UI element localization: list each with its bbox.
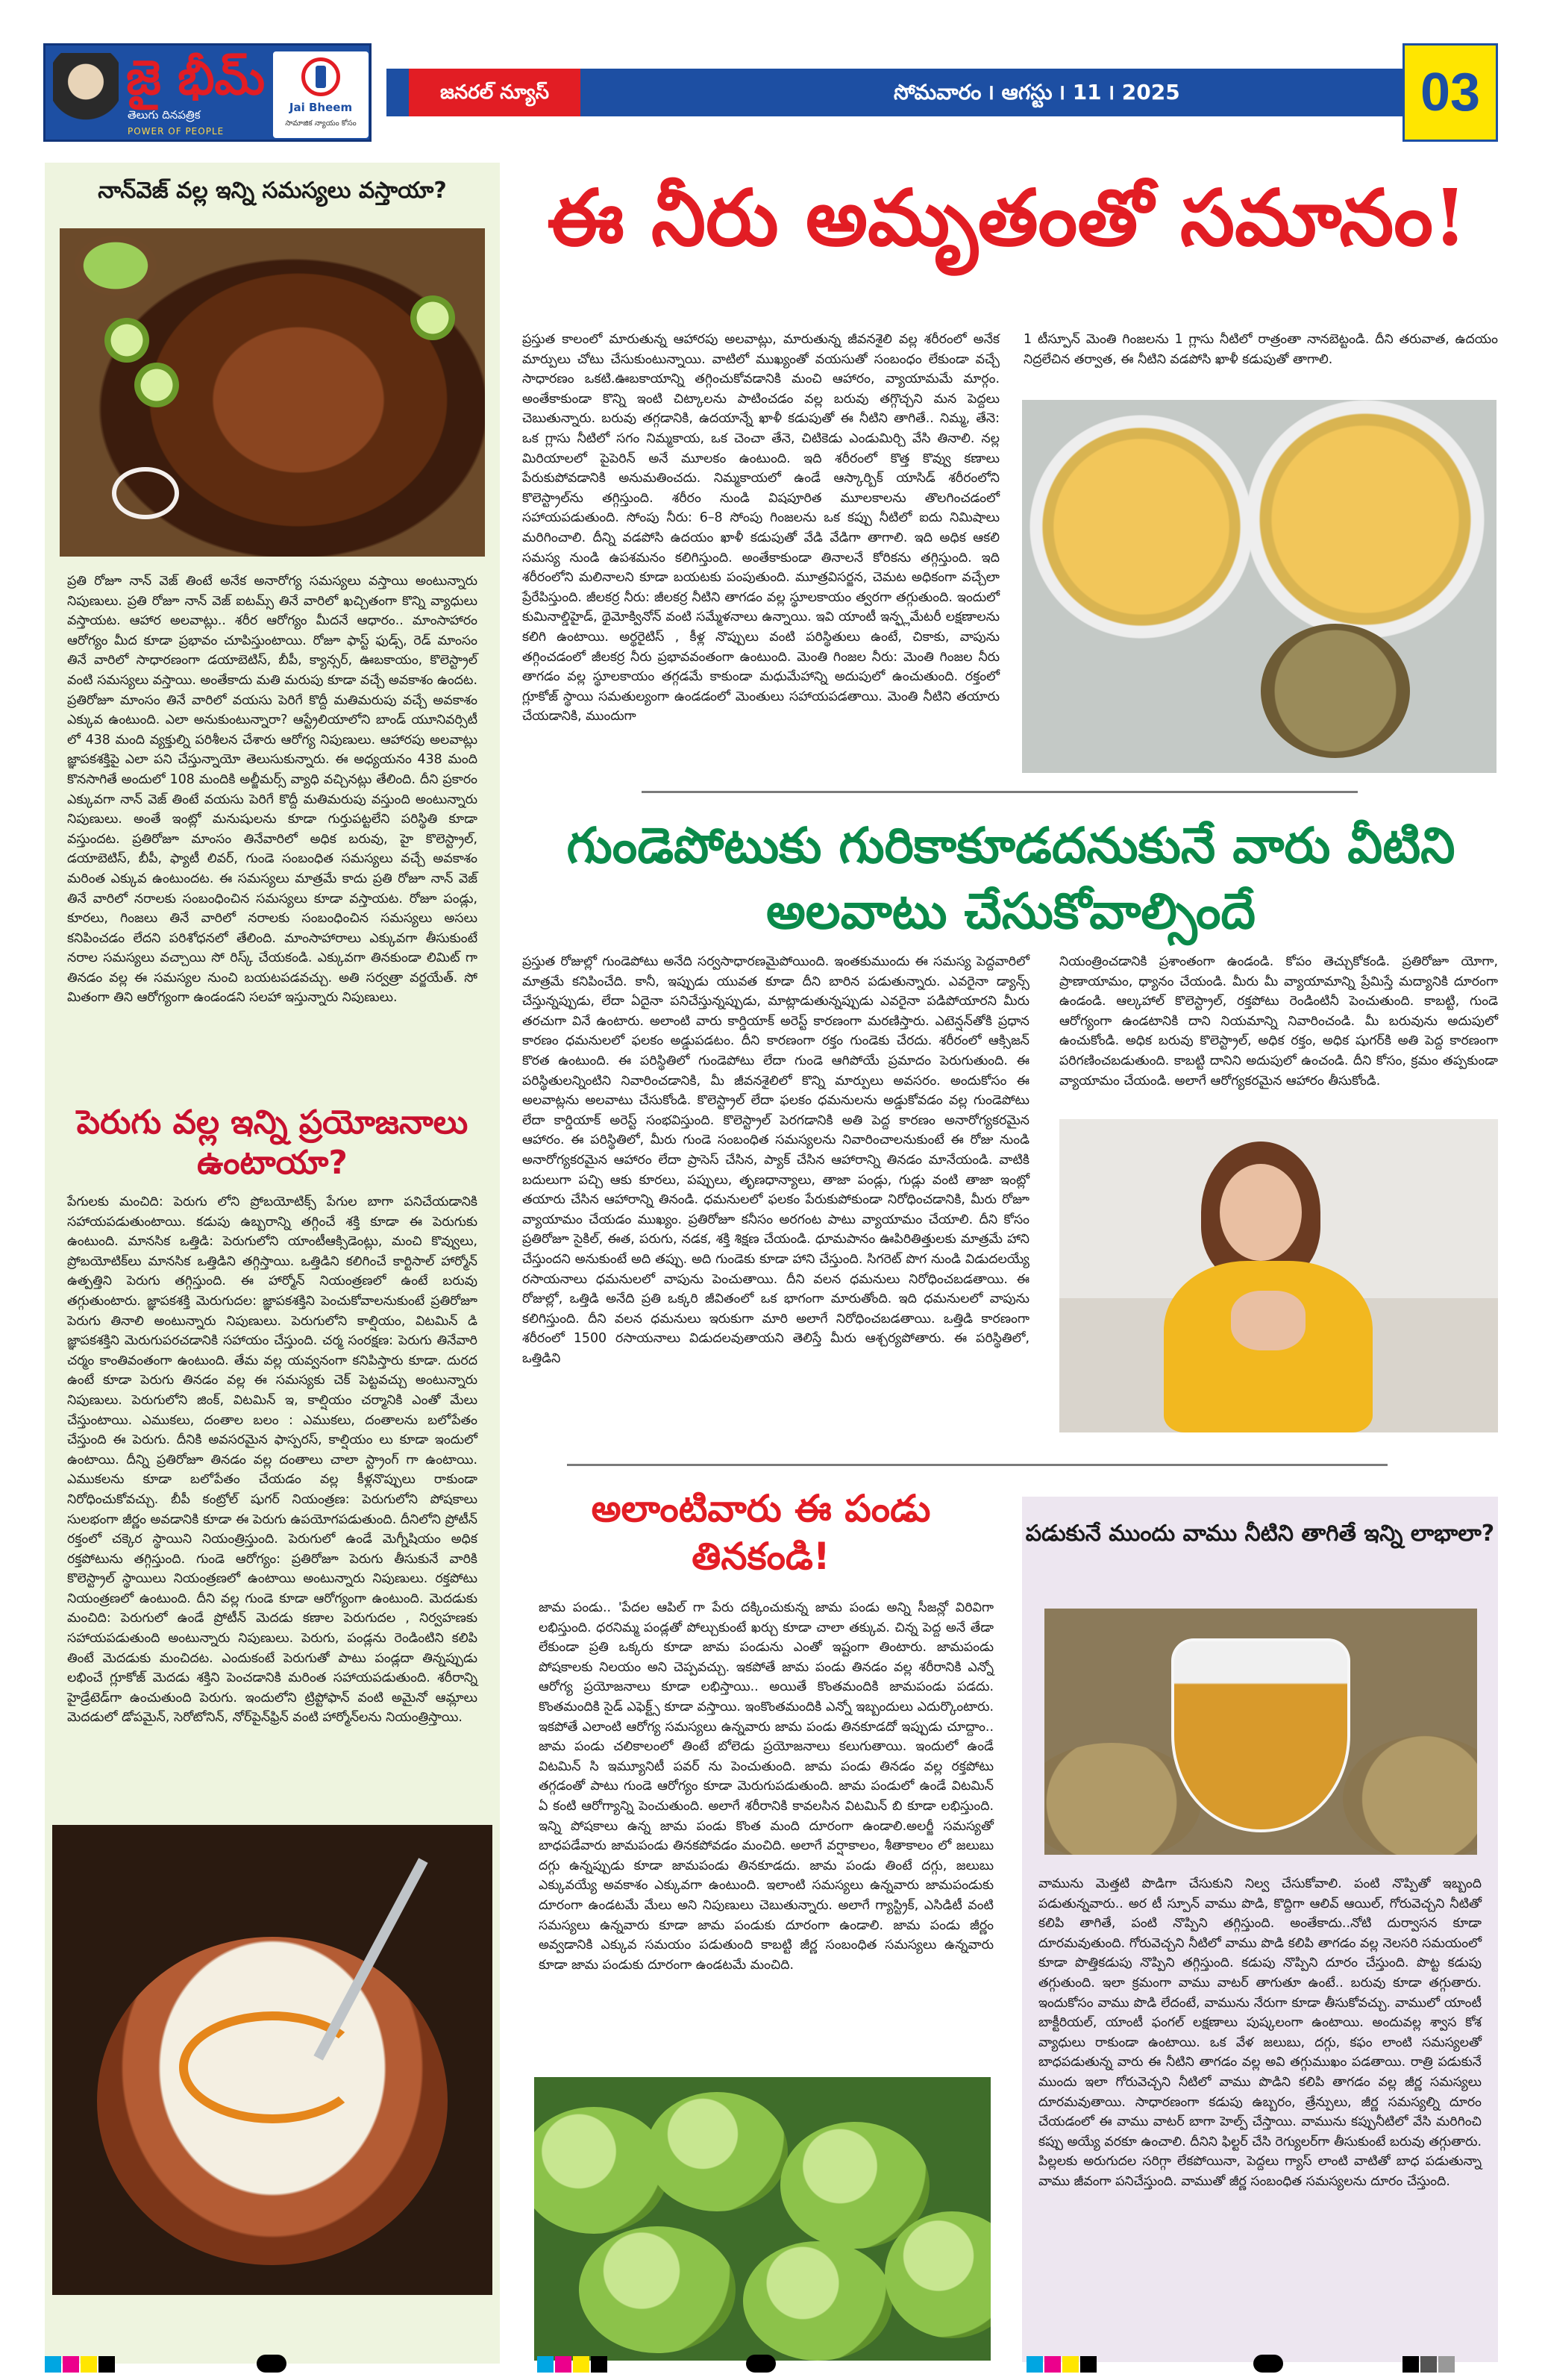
- divider: [642, 791, 1358, 793]
- nonveg-headline[interactable]: నాన్‌వెజ్ వల్ల ఇన్ని సమస్యలు వస్తాయా?: [98, 178, 447, 204]
- logo-subtitle: తెలుగు దినపత్రిక: [128, 108, 201, 122]
- guava-body: జామ పండు.. 'పేదల ఆపిల్ గా పేరు దక్కించుకున్న జామ పండు అన్ని సీజన్లో విరివిగా లభిస్తుంది. ధరనిమ్మ పండ్లతో పోల్చుకుంటే ఖర్చు కూడా చాలా తక్కువ. చిన్న పెద్ద అనే తేడా లేకుండా ప్రతి ఒక్కరు కూడా జామ పండును ఎంతో ఇష్టంగా తింటారు. జామపండు పోషకాలకు నిలయం అని చెప్పవచ్చు. ఇకపోతే జామ పండు తినడం వల్ల శరీరానికి ఎన్నో ఆరోగ్య ప్రయోజనాలు కూడా లభిస్తాయి.. అయితే కొంతమందికి జామపండు పడదు. కొంతమందికి సైడ్ ఎఫెక్ట్స్ కూడా వస్తాయి. ఇంకొంతమందికి ఎన్నో ఇబ్బందులు ఎదుర్కొంటారు. ఇకపోతే ఎలాంటి ఆరోగ్య సమస్యలు ఉన్నవారు జామ పండు తినకూడదో ఇప్పుడు చూద్దాం.. జామ పండు చలికాలంలో తింటే బోలెడు ప్రయోజనాలు కలుగుతాయి. ఇందులో ఉండే విటమిన్ సి ఇమ్యూనిటీ పవర్ ను పెంచుతుంది. జామ పండు తినడం వల్ల రక్తపోటు తగ్గడంతో పాటు గుండె ఆరోగ్యం కూడా మెరుగుపడుతుంది. జామ పండులో ఉండే విటమిన్ ఏ కంటి ఆరోగ్యాన్ని పెంచుతుంది. అలాగే శరీరానికి కావలసిన విటమిన్ బి కూడా లభిస్తుంది. ఇన్ని పోషకాలు ఉన్న జామ పండు కొంత మంది దూరంగా ఉండాలి.అలర్జీ సమస్యతో బాధపడేవారు జామపండు తినకపోవడం మంచిది. అలాగే వర్షాకాలం, శీతాకాలం లో జలుబు దగ్గు ఉన్నప్పుడు కూడా జామపండు తినకూడదు. జామ పండు తింటే దగ్గు, జలుబు ఎక్కువయ్యే అవకాశం ఎక్కువగా ఉంటుంది. ఇలాంటి సమస్యలు ఉన్నవారు జామపండుకు దూరంగా ఉండటమే మేలు అని నిపుణులు చెబుతున్నారు. అలాగే గ్యాస్ట్రిక్, ఎసిడిటీ వంటి సమస్యలు ఉన్నవారు కూడా జామ పండుకు దూరంగా ఉండాలి. జామ పండు జీర్ణం అవ్వడానికి ఎక్కువ సమయం పడుతుంది కాబట్టి జీర్ణ సంబంధిత సమస్యలు ఉన్నవారు కూడా జామ పండుకు దూరంగా ఉండటమే మంచిది.: [539, 1600, 994, 1973]
- cucumber-slice-icon: [104, 318, 149, 363]
- date-line: సోమవారం ౹ ఆగస్టు ౹ 11 ౹ 2025: [894, 80, 1180, 104]
- logo[interactable]: [43, 43, 372, 142]
- masthead: [43, 43, 1498, 142]
- print-mark: [1253, 2355, 1283, 2373]
- ajwain-seeds-icon: [1343, 1735, 1477, 1855]
- ajwain-water-photo: [1044, 1609, 1477, 1855]
- print-registration-marks: [1402, 2356, 1456, 2373]
- divider: [567, 1464, 1388, 1466]
- jai-bheem-mark-icon: [273, 51, 369, 138]
- print-registration-marks: [45, 2356, 116, 2373]
- print-mark: [746, 2355, 776, 2373]
- print-registration-marks: [1027, 2356, 1098, 2373]
- onion-ring-icon: [112, 467, 179, 519]
- ajwain-headline[interactable]: పడుకునే ముందు వాము నీటిని తాగితే ఇన్ని లాభాలా?: [1025, 1521, 1495, 1547]
- curd-pot-photo: [52, 1825, 492, 2295]
- lime-icon: [410, 295, 455, 340]
- logo-tagline: POWER OF PEOPLE: [128, 126, 225, 137]
- curd-body: పేగులకు మంచిది: పెరుగు లోని ప్రోబయోటిక్స్ పేగుల బాగా పనిచేయడానికి సహాయపడుతుంటాయి. కడుపు ఉబ్బరాన్ని తగ్గించే శక్తి కూడా ఈ పెరుగుకు ఉంటుంది. మానసిక ఒత్తిడి: పెరుగులోని యాంటీఆక్సిడెంట్లు, మంచి కొవ్వులు, ప్రోబయోటిక్‌లు మానసిక ఒత్తిడిని తగ్గిస్తాయి. ఒత్తిడిని కలిగించే కార్టిసాల్ హార్మోన్ ఉత్పత్తిని పెరుగు తగ్గిస్తుంది. ఈ హార్మోన్ నియంత్రణలో ఉంటే బరువు తగ్గుతుంటారు. జ్ఞాపకశక్తి మెరుగుదల: జ్ఞాపకశక్తిని పెంచుకోవాలనుకుంటే ప్రతిరోజూ పెరుగు తినాలి అంటున్నారు నిపుణులు. పెరుగులోని కాల్షియం, విటమిన్ డి జ్ఞాపకశక్తిని మెరుగుపరచడానికి సహాయం చేస్తుంది. చర్మ సంరక్షణ: పెరుగు తినేవారి చర్మం కాంతివంతంగా ఉంటుంది. తేమ వల్ల యవ్వనంగా కనిపిస్తారు కూడా. దురద ఉంటే కూడా పెరుగు తినడం వల్ల ఈ సమస్యకు చెక్ పెట్టవచ్చు అంటున్నారు నిపుణులు. పెరుగులోని జింక్, విటమిన్ ఇ, కాల్షియం చర్మానికి ఎంతో మేలు చేస్తుంటాయి. ఎముకలు, దంతాల బలం : ఎముకలు, దంతాలను బలోపేతం చేస్తుంది ఈ పెరుగు. దీనికి అవసరమైన ఫాస్పరస్, కాల్షియం లు కూడా ఇందులో ఉంటాయి. దీన్ని ప్రతిరోజూ తినడం వల్ల దంతాలు చాలా స్ట్రాంగ్ గా ఉంటాయి. ఎముకలను కూడా బలోపేతం చేయడం వల్ల కీళ్లనొప్పులు రాకుండా నిరోధించుకోవచ్చు. బీపీ కంట్రోల్ షుగర్ నియంత్రణ: పెరుగులోని పోషకాలు సులభంగా జీర్ణం అవడానికి కూడా ఈ పెరుగు ఉపయోగపడుతుంది. దీనిలోని ప్రోటీన్ రక్తంలో చక్కెర స్థాయిని నియంత్రిస్తుంది. పెరుగులో ఉండే మెగ్నీషియం అధిక రక్తపోటును తగ్గిస్తుంది. గుండె ఆరోగ్యం: ప్రతిరోజూ పెరుగు తీసుకునే వారికి కొలెస్ట్రాల్ స్థాయిలు నియంత్రణలో ఉంటాయి అంటున్నారు నిపుణులు. రక్తపోటు నియంత్రణలో ఉంటుంది. దీని వల్ల గుండె కూడా ఆరోగ్యంగా ఉంటుంది. మెదడుకు మంచిది: పెరుగులో ఉండే ప్రోటీన్ మెదడు కణాల పెరుగుదల , నిర్వహణకు సహాయపడుతుంది అంటున్నారు నిపుణులు. పెరుగు, పండ్లను రెండింటిని కలిపి తింటే మెదడుకు మంచిదట. ఎందుకంటే పెరుగుతో పాటు పండ్లదా తిన్నప్పుడు లభించే గ్లూకోజ్ మెదడు శక్తిని పెంచడానికి మరింత సహాయపడుతుంది. శరీరాన్ని హైడ్రేటెడ్‌గా ఉంచుతుంది పెరుగు. ఇందులోని ట్రిప్టోఫాన్ వంటి అమైనో ఆమ్లాలు మెదడులో డోపమైన్, సెరోటోనిన్, నోర్‌పైన్‌ఫ్రిన్ వంటి హార్మోన్‌లను నియంత్రిస్తాయి.: [67, 1194, 477, 1726]
- heart-body-col1: ప్రస్తుత రోజుల్లో గుండెపోటు అనేది సర్వసాధారణమైపోయింది. ఇంతకుముందు ఈ సమస్య పెద్దవారిలో మాత్రమే కనిపించేది. కానీ, ఇప్పుడు యువత కూడా దీని బారిన పడుతున్నారు. ఎవరైనా డ్యాన్స్ చేస్తున్నప్పుడు, లేదా ఏదైనా పనిచేస్తున్నప్పుడు, మాట్లాడుతున్నప్పుడు ఎవరైనా పడిపోయారని మీరు తరచుగా వినే ఉంటారు. అలాంటి వారు కార్డియాక్ అరెస్ట్ కారణంగా మరణిస్తారు. ఎటెన్షన్‌తోకి ప్రధాన కారణం ధమనులలో ఫలకం అడ్డుపడటం. దీని కారణంగా రక్తం గుండెకు చేరదు. శరీరంలో ఆక్సిజన్ కొరత ఉంటుంది. ఈ పరిస్థితిలో గుండెపోటు లేదా గుండె ఆగిపోయే ప్రమాదం పెరుగుతుంది. ఈ పరిస్థితులన్నింటిని నివారించడానికి, మీ జీవనశైలిలో కొన్ని మార్పులు అవసరం. అందుకోసం ఈ అలవాట్లను అలవాటు చేసుకోండి. కొలెస్ట్రాల్ లేదా ఫలకం ధమనులను అడ్డుకోవడం వల్ల గుండెపోటు లేదా కార్డియాక్ అరెస్ట్ సంభవిస్తుంది. కొలెస్ట్రాల్ పెరగడానికి అతి పెద్ద కారణం అనారోగ్యకరమైన ఆహారం. ఈ పరిస్థితిలో, మీరు గుండె సంబంధిత సమస్యలను నివారించాలనుకుంటే ఈ రోజు నుండి అనారోగ్యకరమైన ఆహారం లేదా ప్రాసెస్ చేసిన, ప్యాక్ చేసిన ఆహారాన్ని తినడం మానేయండి. వాటికి బదులుగా పచ్చి ఆకు కూరలు, పప్పులు, తృణధాన్యాలు, తాజా పండ్లు, గుడ్లు వంటి తాజా ఇంట్లో తయారు చేసిన ఆహారాన్ని తినండి. ధమనులలో ఫలకం పేరుకుపోకుండా నిరోధించడానికి, మీరు రోజూ వ్యాయామం చేయడం ముఖ్యం. ప్రతిరోజూ కనీసం అరగంట పాటు వ్యాయామం చేయాలి. దీని కోసం ప్రతిరోజూ సైకిల్, ఈత, పరుగు, నడక, శక్తి శిక్షణ చేయండి. ధూమపానం ఊపిరితిత్తులకు మాత్రమే హాని చేస్తుందని అనుకుంటే అది తప్పు. అది గుండెకు కూడా హాని చేస్తుంది. సిగరెట్ పొగ నుండి విడుదలయ్యే రసాయనాలు ధమనులలో వాపును పెంచుతాయి. దీని వలన ధమనులు నిరోధించబడతాయి. ఈ రోజుల్లో, ఒత్తిడి అనేది ప్రతి ఒక్కరి జీవితంలో ఒక భాగంగా మారుతోంది. ఇది ధమనులలో వాపును కలిగిస్తుంది. దీని వలన ధమనులు ఇరుకుగా మారి అలాగే నిరోధించబడతాయి. ఒత్తిడి కారణంగా శరీరంలో 1500 రసాయనాలు విడుదలవుతాయని తెలిస్తే మీరు ఆశ్చర్యపోతారు. ఈ పరిస్థితిలో, ఒత్తిడిని: [522, 954, 1029, 1366]
- page-number: 03: [1402, 43, 1498, 142]
- print-registration-marks: [537, 2356, 609, 2373]
- logo-title: జై భీమ్: [126, 50, 266, 106]
- glass-icon: [1171, 1638, 1350, 1832]
- cucumber-slice-icon: [134, 363, 179, 407]
- guava-headline[interactable]: అలాంటివారు ఈ పండు తినకండి!: [591, 1487, 931, 1578]
- ajwain-body: వామును మెత్తటి పొడిగా చేసుకుని నిల్వ చేసుకోవాలి. పంటి నొప్పితో ఇబ్బంది పడుతున్నవారు.. అర టీ స్పూన్ వాము పొడి, కొద్దిగా ఆలివ్ ఆయిల్, గోరువెచ్చని నీటితో కలిపి తాగితే, పంటి నొప్పిని తగ్గిస్తుంది. అంతేకాదు..నోటి దుర్వాసన కూడా దూరమవుతుంది. గోరువెచ్చని నీటిలో వాము పొడి కలిపి తాగడం వల్ల నెలసరి సమయంలో కూడా పొత్తికడుపు నొప్పిని తగ్గిస్తుంది. కడుపు నొప్పిని దూరం చేస్తుంది. పొట్ట కడుపు తగ్గుతుంది. ఇలా క్రమంగా వాము వాటర్ తాగుతూ ఉంటే.. బరువు కూడా తగ్గుతారు. ఇందుకోసం వాము పొడి లేదంటే, వామును నేరుగా కూడా తీసుకోవచ్చు. వాములో యాంటీ బాక్టీరియల్, యాంటీ ఫంగల్ లక్షణాలు పుష్కలంగా ఉంటాయి. అందువల్ల శ్వాస కోశ వ్యాధులు రాకుండా ఉంటాయి. ఒక వేళ జలుబు, దగ్గు, కఫం లాంటి సమస్యలతో బాధపడుతున్న వారు ఈ నీటిని తాగడం వల్ల అవి తగ్గుముఖం పడతాయి. రాత్రి పడుకునే ముందు ఇలా గోరువెచ్చని నీటిలో వాము పొడిని కలిపి తాగడం వల్ల జీర్ణ సమస్యలు దూరమవుతాయి. సాధారణంగా కడుపు ఉబ్బరం, త్రేన్పులు, జీర్ణ సమస్యల్ని దూరం చేయడంలో ఈ వాము వాటర్ బాగా హెల్ప్ చేస్తాయి. వామును కప్పునీటిలో వేసి మరిగించి కప్పు అయ్యే వరకూ ఉంచాలి. దీనిని ఫిల్టర్ చేసి రెగ్యులర్‌గా తీసుకుంటే బరువు తగ్గుతారు. పిల్లలకు అరుగుదల సరిగ్గా లేకపోయినా, పెద్దలు గ్యాస్ లాంటి వాటితో బాధ పడుతున్నా వాము జీవంగా పనిచేస్తుంది. వాముతో జీర్ణ సంబంధిత సమస్యలను దూరం చేస్తుంది.: [1038, 1876, 1482, 2189]
- ambedkar-portrait-icon: [53, 53, 119, 135]
- curd-headline[interactable]: పెరుగు వల్ల ఇన్ని ప్రయోజనాలు ఉంటాయా?: [76, 1103, 468, 1182]
- chest-pain-photo: [1059, 1119, 1498, 1432]
- guava-fruit-icon: [646, 2092, 788, 2211]
- tea-pot-icon: [1246, 400, 1485, 639]
- nonveg-body: ప్రతి రోజూ నాన్ వెజ్ తింటే అనేక అనారోగ్య సమస్యలు వస్తాయి అంటున్నారు నిపుణులు. ప్రతి రోజూ నాన్ వెజ్ ఐటమ్స్ తినే వారిలో ఖచ్చితంగా కొన్ని వ్యాధులు వస్తాయట. ఆహార అలవాట్లు.. శరీర ఆరోగ్యం మీదనే ఆధారం.. మాంసాహారం ఆరోగ్యం మీద కూడా ప్రభావం చూపిస్తుంటాయి. రోజూ ఫాస్ట్ ఫుడ్స్, రెడ్ మాంసం తినే వారిలో సాధారణంగా డయాబెటిస్, బీపీ, క్యాన్సర్, ఊబకాయం, కొలెస్ట్రాల్ వంటి సమస్యలు వస్తాయి. అంతేకాదు మతి మరుపు కూడా వచ్చే అవకాశం ఉందట. ప్రతిరోజూ మాంసం తినే వారిలో వయసు పెరిగే కొద్దీ మతిమరుపు వచ్చే అవకాశం ఎక్కువ ఉంటుంది. ఎలా అనుకుంటున్నారా? ఆస్ట్రేలియాలోని బాండ్ యూనివర్సిటీ లో 438 మంది వ్యక్తుల్ని పరిశీలన చేశారు ఆరోగ్య నిపుణులు. ఆహారపు అలవాట్లు జ్ఞాపకశక్తిపై ఎలా పని చేస్తున్నాయో తెలుసుకున్నారు. ఈ అధ్యయనం 438 మంది కొనసాగితే అందులో 108 మందికి అల్జీమర్స్ వ్యాధి వచ్చినట్లు తేలింది. దీని ప్రకారం ఎక్కువగా నాన్ వెజ్ తింటే వయసు పెరిగే కొద్దీ మతిమరుపు వస్తుంది అంటున్నారు నిపుణులు. అంతే ఇంట్లో మనుషులను కూడా గుర్తుపట్టలేని పరిస్థితి కూడా వస్తుందట. ప్రతిరోజూ మాంసం తినేవారిలో అధిక బరువు, హై కొలెస్ట్రాల్, డయాబెటిస్, బీపీ, ఫ్యాటీ లివర్, గుండె సంబంధిత సమస్యలు వచ్చే అవకాశం మరింత ఎక్కువ ఉంటుందట. ఈ సమస్యలు మాత్రమే కాదు ప్రతి రోజూ నాన్ వెజ్ తినే వారిలో నరాలకు సంబంధించిన సమస్యలు కూడా వస్తాయట. రోజూ పండ్లు, కూరలు, గింజలు తినే వారిలో నరాలకు సంబంధించిన సమస్యలు అసలు కనిపించడం లేదని పరిశోధనలో తేలింది. మాంసాహారాలు ఎక్కువగా తీసుకుంటే నరాల సమస్యలు వచ్చాయి సో రిస్క్ చేయకండి. ఎక్కువగా తినకుండా లిమిట్ గా తినడం వల్ల ఈ సమస్యల నుంచి బయటపడవచ్చు. అతి సర్వత్రా వర్జయేత్. సో మితంగా తిని ఆరోగ్యంగా ఉండండని సలహా ఇస్తున్నారు నిపుణులు.: [67, 574, 477, 1006]
- ajwain-box: [1022, 1497, 1498, 2362]
- woman-face-icon: [1220, 1164, 1302, 1261]
- heart-headline[interactable]: గుండెపోటుకు గురికాకూడదనుకునే వారు వీటిని అలవాటు చేసుకోవాల్సిందే: [566, 817, 1455, 940]
- herbal-tea-photo: [1022, 400, 1496, 773]
- heart-body-col2: నియంత్రించడానికి ప్రశాంతంగా ఉండండి. కోపం తెచ్చుకోకండి. ప్రతిరోజూ యోగా, ప్రాణాయామం, ధ్యానం చేయండి. మీరు మీ వ్యాయామాన్ని ప్రేమిస్తే మద్యానికి దూరంగా ఉండండి. ఆల్కహాల్ కొలెస్ట్రాల్, రక్తపోటు రెండింటినీ పెంచుతుంది. కాబట్టి, గుండె ఆరోగ్యంగా ఉండటానికి దాని నియమాన్ని నివారించండి. మీ బరువును అదుపులో ఉంచుకోండి. అధిక బరువు కొలెస్ట్రాల్, అధిక రక్తం, అధిక షుగర్‌కి అతి పెద్ద కారణంగా పరిగణించబడుతుంది. కాబట్టి దానిని అదుపులో ఉంచండి. దీని కోసం, క్రమం తప్పకుండా వ్యాయామం చేయండి. అలాగే ఆరోగ్యకరమైన ఆహారం తీసుకోండి.: [1059, 954, 1498, 1089]
- guava-photo: [534, 2077, 991, 2361]
- water-headline[interactable]: ఈ నీరు అమృతంతో సమానం!: [547, 172, 1467, 263]
- fennel-seeds-icon: [1261, 624, 1410, 758]
- mark-subtitle: సామాజిక న్యాయం కోసం: [285, 119, 357, 128]
- mark-circle-icon: [301, 57, 340, 96]
- hands-on-chest-icon: [1231, 1291, 1306, 1350]
- guava-fruit-icon: [534, 2107, 668, 2234]
- tea-cup-icon: [1029, 415, 1253, 639]
- guava-fruit-icon: [579, 2226, 736, 2353]
- left-column: [45, 163, 500, 2364]
- guava-fruit-icon: [743, 2241, 892, 2361]
- section-label[interactable]: జనరల్ న్యూస్: [440, 81, 549, 104]
- plate-icon: [149, 273, 448, 527]
- chutney-bowl-icon: [75, 236, 157, 295]
- grilled-chicken-photo: [60, 228, 485, 557]
- print-mark: [257, 2355, 286, 2373]
- mark-name: Jai Bheem: [289, 101, 353, 114]
- water-body-col2: 1 టీస్పూన్ మెంతి గింజలను 1 గ్లాసు నీటిలో రాత్రంతా నానబెట్టండి. దీని తరువాత, ఉదయం నిద్రలేచిన తర్వాత, ఈ నీటిని వడపోసి ఖాళీ కడుపుతో తాగాలి.: [1024, 332, 1498, 367]
- water-body-col1: ప్రస్తుత కాలంలో మారుతున్న ఆహారపు అలవాట్లు, మారుతున్న జీవనశైలి వల్ల శరీరంలో అనేక మార్పులు చోటు చేసుకుంటున్నాయి. వాటిలో ముఖ్యంతో వయసుతో సంబంధం లేకుండా వచ్చే సాధారణం ఒకటి.ఊబకాయాన్ని తగ్గించుకోవడానికి మంచి ఆహారం, వ్యాయామమే మార్గం. అంతేకాకుండా కొన్ని ఇంటి చిట్కాలను పాటించడం వల్ల బరువు తగ్గొచ్చని మన పెద్దలు చెబుతున్నారు. బరువు తగ్గడానికి, ఉదయాన్నే ఖాళీ కడుపుతో ఈ నీటిని తాగితే.. నిమ్మ, తేనె: ఒక గ్లాసు నీటిలో సగం నిమ్మకాయ, ఒక చెంచా తేనె, చిటికెడు ఎండుమిర్చి వేసి తినాలి. నల్ల మిరియాలలో పైపెరిన్ అనే మూలకం ఉంటుంది. ఇది శరీరంలో కొత్త కొవ్వు కణాలు పేరుకుపోవడానికి అనుమతించదు. నిమ్మకాయలో ఉండే ఆస్కార్బిక్ యాసిడ్ శరీరంలోని కొలెస్ట్రాల్‌ను తగ్గిస్తుంది. శరీరం నుండి విషపూరిత మూలకాలను తొలగించడంలో సహాయపడుతుంది. సోంపు నీరు: 6–8 సోంపు గింజలను ఒక కప్పు నీటిలో ఐదు నిమిషాలు మరిగించాలి. దీన్ని వడపోసి ఉదయం ఖాళీ కడుపుతో వేడి వేడిగా తాగాలి. ఇది అధిక ఆకలి సమస్య నుండి ఉపశమనం కలిగిస్తుంది. అంతేకాకుండా తినాలనే కోరికను తగ్గిస్తుంది. ఇది శరీరంలోని మలినాలని కూడా బయటకు పంపుతుంది. మూత్రవిసర్జన, చెమట అధికంగా వచ్చేలా ప్రేరేపిస్తుంది. జీలకర్ర నీరు: జీలకర్ర నీటిని తాగడం వల్ల స్థూలకాయం త్వరగా తగ్గుతుంది. ఇందులో కుమినాల్డిహైడ్, థైమోక్వినోన్ వంటి సమ్మేళనాలు ఉన్నాయి. ఇవి యాంటీ ఇన్ఫ్లమేటరీ లక్షణాలను కలిగి ఉంటాయి. అర్థరైటిస్ , కీళ్ల నొప్పులు వంటి పరిస్థితులు ఉంటే, చికాకు, వాపును తగ్గించడంలో జీలకర్ర నీరు ప్రభావవంతంగా ఉంటుంది. మెంతి గింజల నీరు: మెంతి గింజల నీరు తాగడం వల్ల స్థూలకాయం తగ్గడమే కాకుండా మధుమేహాన్ని అదుపులో ఉంచుతుంది. రక్తంలో గ్లూకోజ్ స్థాయి సమతుల్యంగా ఉండడంలో మెంతులు సహాయపడతాయి. మెంతి నీటిని తయారు చేయడానికి, ముందుగా: [522, 332, 1000, 724]
